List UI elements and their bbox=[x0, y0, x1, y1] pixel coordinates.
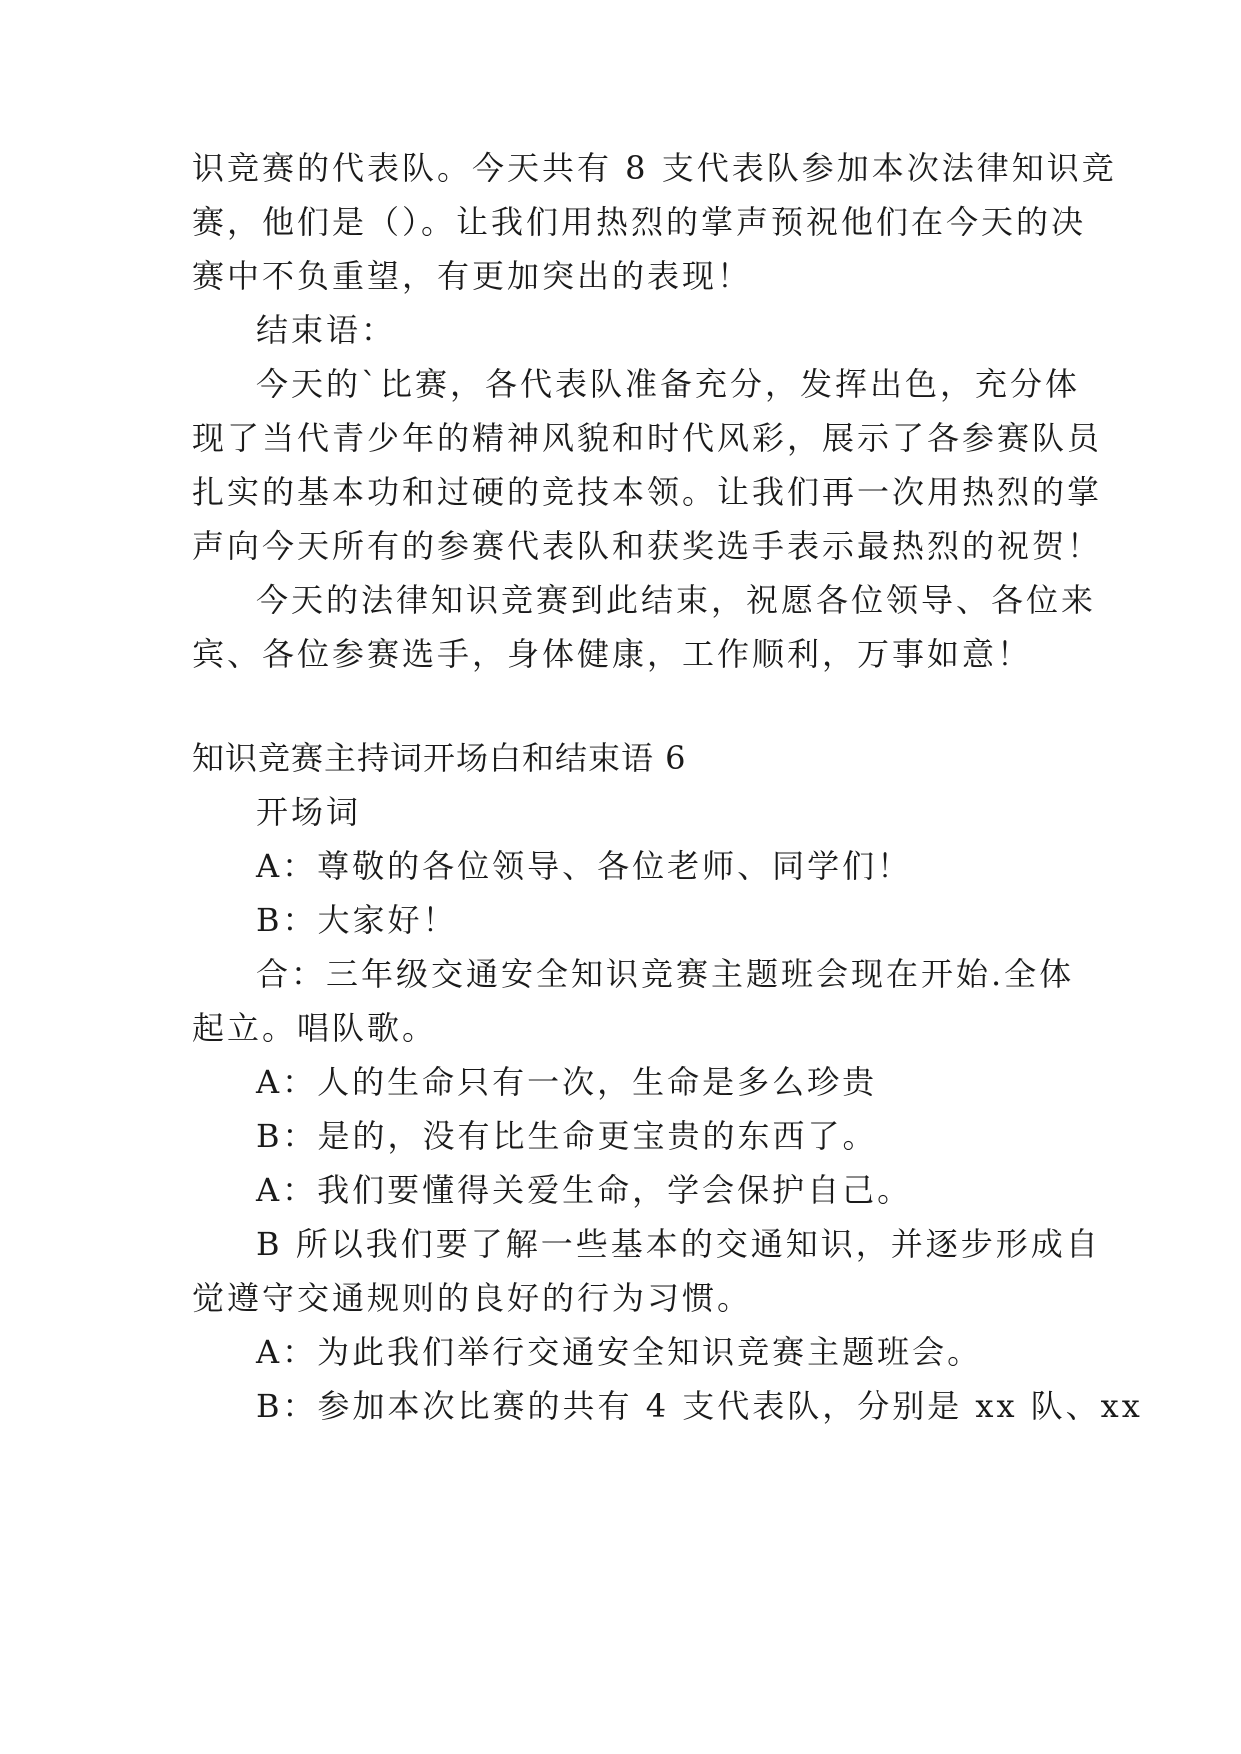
dialogue-line: A：尊敬的各位领导、各位老师、同学们！ bbox=[256, 847, 913, 885]
paragraph-line: 声向今天所有的参赛代表队和获奖选手表示最热烈的祝贺！ bbox=[192, 527, 1103, 565]
dialogue-line: B：大家好！ bbox=[256, 901, 458, 939]
dialogue-line: A：人的生命只有一次，生命是多么珍贵 bbox=[256, 1063, 878, 1101]
dialogue-line: B：参加本次比赛的共有 4 支代表队，分别是 xx 队、xx bbox=[256, 1387, 1143, 1425]
opening-label: 开场词 bbox=[256, 793, 362, 831]
paragraph-line: 扎实的基本功和过硬的竞技本领。让我们再一次用热烈的掌 bbox=[192, 473, 1103, 511]
closing-label: 结束语： bbox=[256, 311, 397, 349]
paragraph-line: 现了当代青少年的精神风貌和时代风彩，展示了各参赛队员 bbox=[192, 419, 1103, 457]
dialogue-line: 起立。唱队歌。 bbox=[192, 1009, 438, 1047]
paragraph-line: 宾、各位参赛选手，身体健康，工作顺利，万事如意！ bbox=[192, 635, 1033, 673]
paragraph-line: 今天的`比赛，各代表队准备充分，发挥出色，充分体 bbox=[256, 365, 1081, 403]
dialogue-line: B 所以我们要了解一些基本的交通知识，并逐步形成自 bbox=[256, 1225, 1101, 1263]
dialogue-line: A：我们要懂得关爱生命，学会保护自己。 bbox=[256, 1171, 913, 1209]
dialogue-line: A：为此我们举行交通安全知识竞赛主题班会。 bbox=[256, 1333, 983, 1371]
paragraph-line: 赛中不负重望，有更加突出的表现！ bbox=[192, 257, 753, 295]
paragraph-line: 今天的法律知识竞赛到此结束，祝愿各位领导、各位来 bbox=[256, 581, 1097, 619]
dialogue-line: B：是的，没有比生命更宝贵的东西了。 bbox=[256, 1117, 878, 1155]
dialogue-line: 觉遵守交通规则的良好的行为习惯。 bbox=[192, 1279, 753, 1317]
paragraph-line: 识竞赛的代表队。今天共有 8 支代表队参加本次法律知识竞 bbox=[192, 149, 1117, 187]
dialogue-line: 合：三年级交通安全知识竞赛主题班会现在开始.全体 bbox=[256, 955, 1075, 993]
section-title: 知识竞赛主持词开场白和结束语 6 bbox=[192, 739, 687, 777]
paragraph-line: 赛，他们是（）。让我们用热烈的掌声预祝他们在今天的决 bbox=[192, 203, 1087, 241]
